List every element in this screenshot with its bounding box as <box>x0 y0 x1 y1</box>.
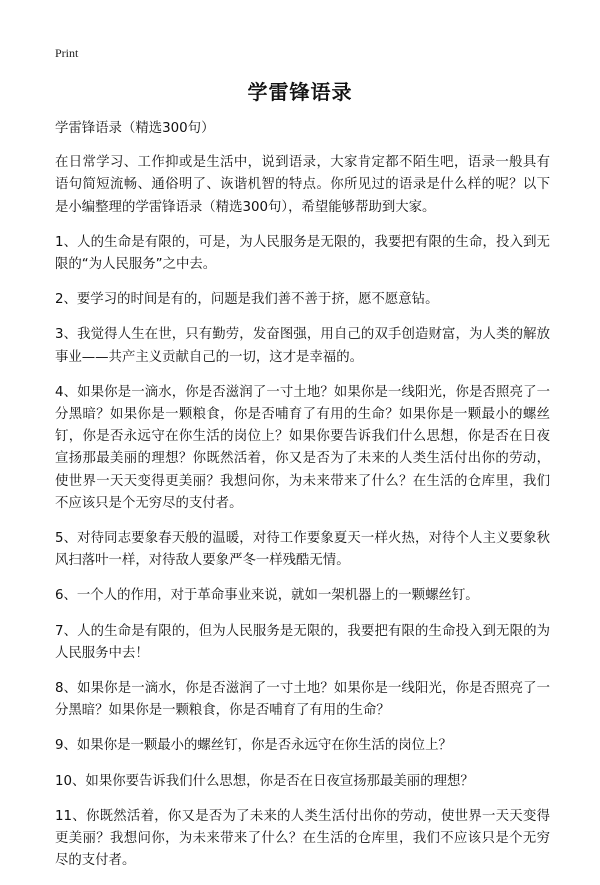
quote-paragraph: 4、如果你是一滴水，你是否滋润了一寸土地？如果你是一线阳光，你是否照亮了一分黑暗？如果你是一颗粮食，你是否哺育了有用的生命？如果你是一颗最小的螺丝钉，你是否永远守在你生活的岗位上？如果你要告诉我们什么思想，你是否在日夜宣扬那最美丽的理想？你既然活着，你又是否为了未来的人类生活付出你的劳动，使世界一天天变得更美丽？我想问你，为未来带来了什么？在生活的仓库里，我们不应该只是个无穷尽的支付者。 <box>55 384 550 511</box>
quote-paragraph: 5、对待同志要象春天般的温暖，对待工作要象夏天一样火热，对待个人主义要象秋风扫落叶一样，对待敌人要象严冬一样残酷无情。 <box>55 531 550 569</box>
print-link[interactable]: Print <box>55 46 79 60</box>
document-subtitle: 学雷锋语录（精选300句） <box>55 121 215 136</box>
quote-paragraph: 10、如果你要告诉我们什么思想，你是否在日夜宣扬那最美丽的理想？ <box>55 773 474 789</box>
quote-paragraph: 2、要学习的时间是有的，问题是我们善不善于挤，愿不愿意钻。 <box>55 292 439 308</box>
document-body <box>55 118 550 885</box>
quote-paragraph: 6、一个人的作用，对于革命事业来说，就如一架机器上的一颗螺丝钉。 <box>55 588 479 604</box>
intro-paragraph: 在日常学习、工作抑或是生活中，说到语录，大家肯定都不陌生吧，语录一般具有语句简短流畅、通俗明了、诙谐机智的特点。你所见过的语录是什么样的呢？以下是小编整理的学雷锋语录（精选300句），希望能够帮助到大家。 <box>55 155 550 215</box>
page-title: 学雷锋语录 <box>247 80 353 104</box>
quote-paragraph: 9、如果你是一颗最小的螺丝钉，你是否永远守在你生活的岗位上？ <box>55 738 452 754</box>
quote-paragraph: 1、人的生命是有限的，可是，为人民服务是无限的，我要把有限的生命，投入到无限的“为人民服务”之中去。 <box>55 234 550 273</box>
quote-paragraph: 3、我觉得人生在世，只有勤劳，发奋图强，用自己的双手创造财富，为人类的解放事业——共产主义贡献自己的一切，这才是幸福的。 <box>55 327 550 365</box>
quote-paragraph: 7、人的生命是有限的，但为人民服务是无限的，我要把有限的生命投入到无限的为人民服务中去！ <box>55 623 550 661</box>
quote-paragraph: 11、你既然活着，你又是否为了未来的人类生活付出你的劳动，使世界一天天变得更美丽？我想问你，为未来带来了什么？在生活的仓库里，我们不应该只是个无穷尽的支付者。 <box>55 808 550 869</box>
quote-paragraph: 8、如果你是一滴水，你是否滋润了一寸土地？如果你是一线阳光，你是否照亮了一分黑暗？如果你是一颗粮食，你是否哺育了有用的生命？ <box>55 681 550 719</box>
